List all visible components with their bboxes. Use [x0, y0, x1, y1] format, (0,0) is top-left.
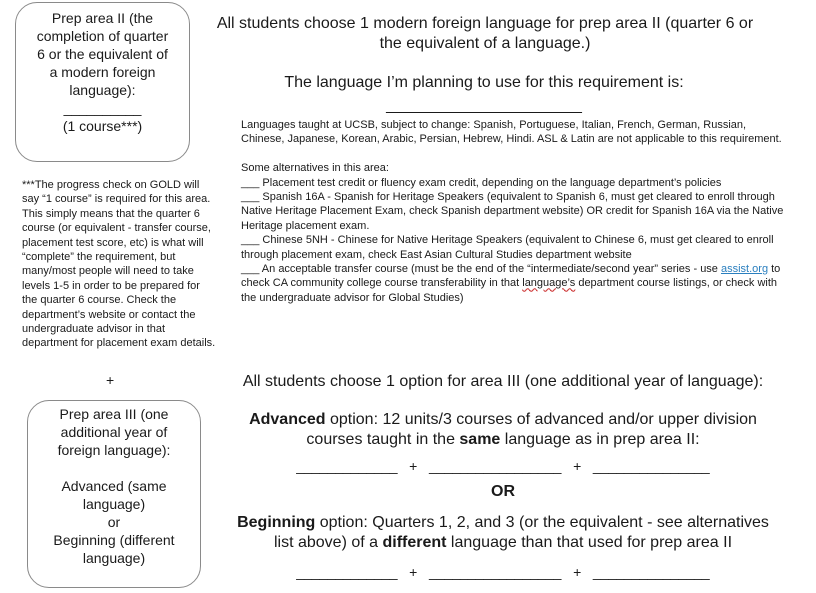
alt-4-post: department course listings, or check with the undergraduate advisor for Global Studies): [241, 277, 778, 304]
prep-area-3-or: or: [107, 514, 121, 530]
advanced-label: Advanced: [249, 411, 326, 428]
prep-area-2-course-count: (1 course***): [62, 118, 143, 134]
alternative-chinese-5nh: ___ Chinese 5NH - Chinese for Native Heritage Speakers (equivalent to Chinese 6, must get cleared to enroll through placement exam, check East Asian Cultural Studies department website: [241, 234, 774, 261]
prep-area-2-title: Prep area II (the completion of quarter 6 or the equivalent of a modern foreign language):: [36, 10, 169, 98]
area-3-heading: All students choose 1 option for area III (one additional year of language):: [242, 373, 764, 390]
alt-4-pre: ___ An acceptable transfer course (must be the end of the “intermediate/second year” series - use: [241, 263, 721, 276]
language-plan-prompt: The language I’m planning to use for this requirement is:: [284, 74, 684, 91]
plus-sign: +: [106, 372, 115, 388]
or-label: OR: [491, 483, 515, 500]
progress-check-note: ***The progress check on GOLD will say “1 course” is required for this area. This simply means that the quarter 6 course (or equivalent - transfer course, placement test score, etc) is what will “complete” the requirement, but many/most people will need to take levels 1-5 in order to be prepared for the quarter 6 course. Check the department’s website or contact the undergraduate advisor in that department for placement exam details.: [22, 179, 216, 350]
alt-4-spellcheck-word: language’s: [522, 277, 576, 290]
beginning-blanks: _____________ + _________________ + _______________: [296, 564, 710, 580]
prep-area-2-heading: All students choose 1 modern foreign language for prep area II (quarter 6 or the equivalent of a language.): [216, 15, 754, 52]
assist-org-link[interactable]: assist.org: [720, 263, 769, 276]
language-answer-line: ______________________: [386, 97, 582, 114]
alternative-transfer-course: [241, 262, 789, 305]
alternative-spanish-16a: ___ Spanish 16A - Spanish for Heritage Speakers (equivalent to Spanish 6, must get cleared to enroll through Native Heritage Placement Exam, check Spanish department website) OR credit for Spanish 16A via the Native Heritage placement exam.: [241, 191, 784, 232]
advanced-text-a: option: 12 units/3 courses of advanced and/or upper division courses taught in the: [306, 411, 757, 448]
beginning-option: [228, 513, 778, 552]
prep-area-3-box: [27, 400, 201, 588]
advanced-same: same: [459, 430, 501, 448]
prep-area-3-advanced: Advanced (same language): [61, 478, 167, 512]
alternative-placement: ___ Placement test credit or fluency exam credit, depending on the language department’s policies: [241, 176, 722, 189]
beginning-label: Beginning: [237, 514, 316, 531]
beginning-text-b: language than that used for prep area II: [446, 533, 733, 551]
languages-taught: Languages taught at UCSB, subject to change: Spanish, Portuguese, Italian, French, German, Russian, Chinese, Japanese, Korean, Arabic, Persian, Hebrew, Hindi. ASL & Latin are not applicable to this requirement.: [241, 119, 782, 146]
beginning-text-a: option: Quarters 1, 2, and 3 (or the equivalent - see alternatives list above) of a: [273, 514, 769, 551]
prep-area-3-beginning: Beginning (different language): [53, 532, 175, 566]
beginning-different: different: [382, 533, 447, 551]
prep-area-2-blank: __________: [63, 100, 142, 116]
advanced-option: [240, 410, 766, 449]
alt-4-mid: to check CA community college course transferability in that: [241, 263, 781, 290]
prep-area-3-title: Prep area III (one additional year of foreign language):: [57, 406, 171, 458]
prep-area-2-box: [15, 2, 190, 162]
advanced-blanks: _____________ + _________________ + _______________: [296, 458, 710, 474]
alternatives-heading: Some alternatives in this area:: [241, 162, 389, 175]
languages-info: [241, 118, 789, 305]
advanced-text-b: language as in prep area II:: [500, 430, 700, 448]
